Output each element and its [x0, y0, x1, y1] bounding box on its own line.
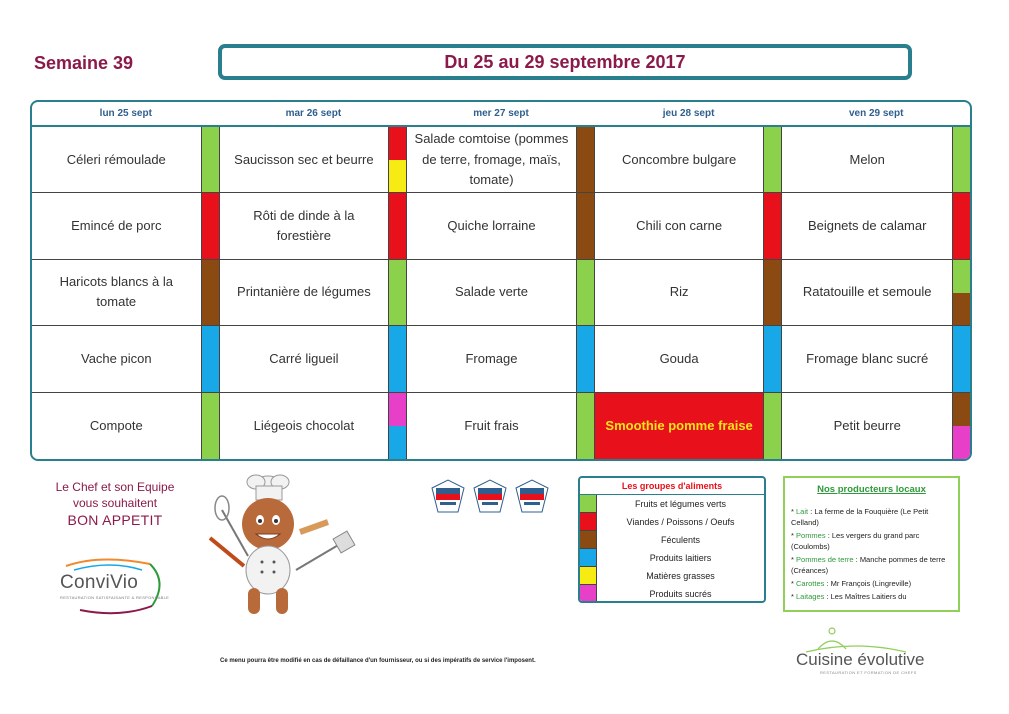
label-1-icon [432, 480, 464, 512]
dish-name: Salade verte [454, 284, 528, 300]
dish-name: Carré ligueil [269, 350, 339, 366]
weekly-menu-table [30, 100, 972, 461]
dish-name: Ratatouille et semoule [802, 284, 932, 300]
dish-name: Smoothie pomme fraise [595, 393, 764, 459]
food-group-label: Produits sucrés [649, 589, 712, 599]
food-group-marker [201, 326, 219, 391]
producer-item: * Lait : La ferme de la Fouquière (Le Petit Celland) [791, 507, 929, 527]
producer-item: * Laitages : Les Maîtres Laitiers du [791, 592, 907, 601]
dish-name: Gouda [659, 350, 699, 366]
day-header: mer 27 sept [407, 102, 595, 127]
food-groups-legend [578, 476, 766, 603]
local-producers-box [783, 476, 960, 612]
food-group-marker [388, 260, 406, 325]
food-group-marker [201, 393, 219, 459]
dish-name: Fromage blanc sucré [806, 350, 929, 366]
food-group-swatch [953, 260, 970, 293]
food-group-swatch [764, 127, 781, 192]
food-group-marker [952, 393, 970, 459]
food-group-marker [576, 193, 594, 258]
menu-disclaimer: Ce menu pourra être modifié en cas de défaillance d'un fournisseur, ou si des impératifs de service l'imposent. [220, 658, 536, 664]
producer-product: Carottes [796, 579, 825, 588]
food-group-label: Fruits et légumes verts [634, 499, 727, 509]
menu-cell [595, 260, 783, 326]
food-group-marker [952, 127, 970, 192]
label-3-icon [516, 480, 548, 512]
producer-name: La ferme de la Fouquière (Le Petit Celland) [791, 507, 929, 527]
food-group-marker [388, 326, 406, 391]
menu-cell [220, 393, 408, 459]
cuisine-evolutive-name: Cuisine évolutive [796, 650, 925, 669]
producer-product: Laitages [796, 592, 825, 601]
menu-cell [407, 326, 595, 392]
food-group-color-swatch [580, 585, 597, 603]
menu-cell [220, 193, 408, 259]
dish-name: Melon [849, 151, 885, 167]
dish-name: Rôti de dinde à la forestière [253, 207, 355, 244]
food-group-row [580, 531, 764, 549]
menu-cell [32, 193, 220, 259]
food-group-label: Viandes / Poissons / Oeufs [626, 517, 735, 527]
food-group-swatch [577, 326, 594, 391]
producer-name: Manche pommes de terre (Créances) [791, 555, 946, 575]
producer-product: Pommes [796, 531, 826, 540]
food-group-swatch [389, 260, 406, 325]
food-group-swatch [953, 393, 970, 426]
dish-name: Fromage [465, 350, 518, 366]
food-group-swatch [953, 193, 970, 258]
dish-name: Céleri rémoulade [66, 151, 166, 167]
food-group-swatch [202, 127, 219, 192]
menu-cell [782, 193, 970, 259]
menu-cell [407, 260, 595, 326]
day-header: mar 26 sept [220, 102, 408, 127]
food-group-swatch [953, 293, 970, 326]
menu-cell [32, 260, 220, 326]
menu-cell [407, 127, 595, 193]
chef-greeting-line3: BON APPETIT [67, 512, 163, 528]
day-header: ven 29 sept [782, 102, 970, 127]
food-group-label: Matières grasses [646, 571, 715, 581]
chef-greeting-line1: Le Chef et son Equipe [55, 480, 175, 494]
food-group-swatch [202, 393, 219, 459]
menu-cell [220, 127, 408, 193]
food-group-swatch [202, 326, 219, 391]
food-group-marker [576, 393, 594, 459]
food-group-swatch [953, 326, 970, 391]
dish-name: Saucisson sec et beurre [234, 151, 374, 167]
gingerbread-chef-illustration [200, 470, 370, 620]
week-label: Semaine 39 [34, 53, 134, 73]
menu-cell [782, 127, 970, 193]
local-producers-title: Nos producteurs locaux [817, 484, 926, 495]
cuisine-evolutive-tagline: RESTAURATION ET FORMATION DE CHEFS [820, 670, 917, 675]
label-2-icon [474, 480, 506, 512]
dish-name: Concombre bulgare [622, 151, 737, 167]
menu-cell [595, 326, 783, 392]
food-group-swatch [389, 193, 406, 258]
menu-cell [220, 260, 408, 326]
food-group-marker [201, 127, 219, 192]
food-group-row [580, 549, 764, 567]
food-group-marker [952, 193, 970, 258]
day-header: jeu 28 sept [595, 102, 783, 127]
food-group-marker [763, 193, 781, 258]
food-group-swatch [577, 260, 594, 325]
local-producers-list [791, 506, 952, 602]
dish-name: Printanière de légumes [237, 284, 371, 300]
dish-name: Riz [669, 284, 689, 300]
food-group-swatch [764, 260, 781, 325]
chef-greeting [40, 479, 190, 530]
menu-cell [595, 393, 783, 459]
food-group-color-swatch [580, 549, 597, 567]
food-group-row [580, 495, 764, 513]
food-group-label: Produits laitiers [649, 553, 712, 563]
menu-cell [595, 127, 783, 193]
food-group-swatch [202, 260, 219, 325]
convivio-logo [50, 550, 170, 620]
food-groups-title: Les groupes d'aliments [580, 478, 764, 495]
menu-grid [32, 102, 970, 459]
food-group-row [580, 567, 764, 585]
food-group-marker [763, 127, 781, 192]
food-group-swatch [389, 160, 406, 193]
producer-item: * Carottes : Mr François (Lingreville) [791, 579, 912, 588]
producer-name: Les vergers du grand parc (Coulombs) [791, 531, 920, 551]
dish-name: Quiche lorraine [447, 218, 536, 234]
cuisine-evolutive-logo [796, 625, 941, 680]
menu-cell [220, 326, 408, 392]
producer-name: Mr François (Lingreville) [830, 579, 912, 588]
producer-item: * Pommes : Les vergers du grand parc (Coulombs) [791, 531, 920, 551]
food-group-swatch [389, 393, 406, 426]
food-group-swatch [764, 326, 781, 391]
food-group-marker [576, 127, 594, 192]
dish-name: Compote [89, 417, 143, 433]
food-group-color-swatch [580, 567, 597, 585]
food-group-marker [201, 260, 219, 325]
food-group-row [580, 585, 764, 603]
menu-cell [782, 393, 970, 459]
food-group-row [580, 513, 764, 531]
menu-cell [595, 193, 783, 259]
food-group-marker [576, 326, 594, 391]
menu-cell [782, 260, 970, 326]
food-group-label: Féculents [660, 535, 701, 545]
food-group-swatch [764, 193, 781, 258]
dish-name: Emincé de porc [71, 218, 162, 234]
food-group-marker [576, 260, 594, 325]
food-group-marker [952, 326, 970, 391]
menu-cell [32, 127, 220, 193]
menu-cell [32, 326, 220, 392]
food-group-swatch [389, 127, 406, 160]
food-group-swatch [953, 426, 970, 459]
food-group-swatch [953, 127, 970, 192]
food-group-color-swatch [580, 531, 597, 549]
dish-name: Chili con carne [636, 218, 723, 234]
date-range-title: Du 25 au 29 septembre 2017 [218, 44, 912, 80]
food-group-marker [201, 193, 219, 258]
food-group-color-swatch [580, 513, 597, 531]
food-group-marker [952, 260, 970, 325]
producer-item: * Pommes de terre : Manche pommes de terre (Créances) [791, 555, 946, 575]
food-group-marker [388, 127, 406, 192]
dish-name: Liégeois chocolat [253, 417, 355, 433]
dish-name: Fruit frais [464, 417, 519, 433]
menu-cell [32, 393, 220, 459]
dish-name: Haricots blancs à la tomate [59, 274, 174, 310]
food-group-marker [388, 193, 406, 258]
food-group-marker [763, 260, 781, 325]
food-group-swatch [764, 393, 781, 459]
food-groups-list [580, 495, 764, 603]
producer-name: Les Maîtres Laitiers du [830, 592, 907, 601]
quality-labels [430, 478, 550, 518]
dish-name: Beignets de calamar [807, 218, 927, 234]
menu-cell [407, 193, 595, 259]
food-group-swatch [577, 127, 594, 192]
producer-product: Pommes de terre [796, 555, 854, 564]
food-group-swatch [389, 326, 406, 391]
convivio-name: ConviVio [60, 572, 139, 593]
producer-product: Lait [796, 507, 809, 516]
food-group-color-swatch [580, 495, 597, 513]
menu-cell [782, 326, 970, 392]
day-header: lun 25 sept [32, 102, 220, 127]
food-group-marker [763, 326, 781, 391]
dish-name: Salade comtoise (pommes de terre, fromage, maïs, tomate) [414, 131, 569, 187]
food-group-swatch [577, 393, 594, 459]
food-group-marker [763, 393, 781, 459]
dish-name: Petit beurre [833, 417, 901, 433]
convivio-tagline: RESTAURATION SATISFAISANTE & RESPONSABLE [60, 595, 170, 600]
food-group-swatch [577, 193, 594, 258]
menu-cell [407, 393, 595, 459]
food-group-swatch [202, 193, 219, 258]
dish-name: Vache picon [81, 350, 152, 366]
food-group-marker [388, 393, 406, 459]
chef-greeting-line2: vous souhaitent [72, 496, 158, 510]
food-group-swatch [389, 426, 406, 459]
